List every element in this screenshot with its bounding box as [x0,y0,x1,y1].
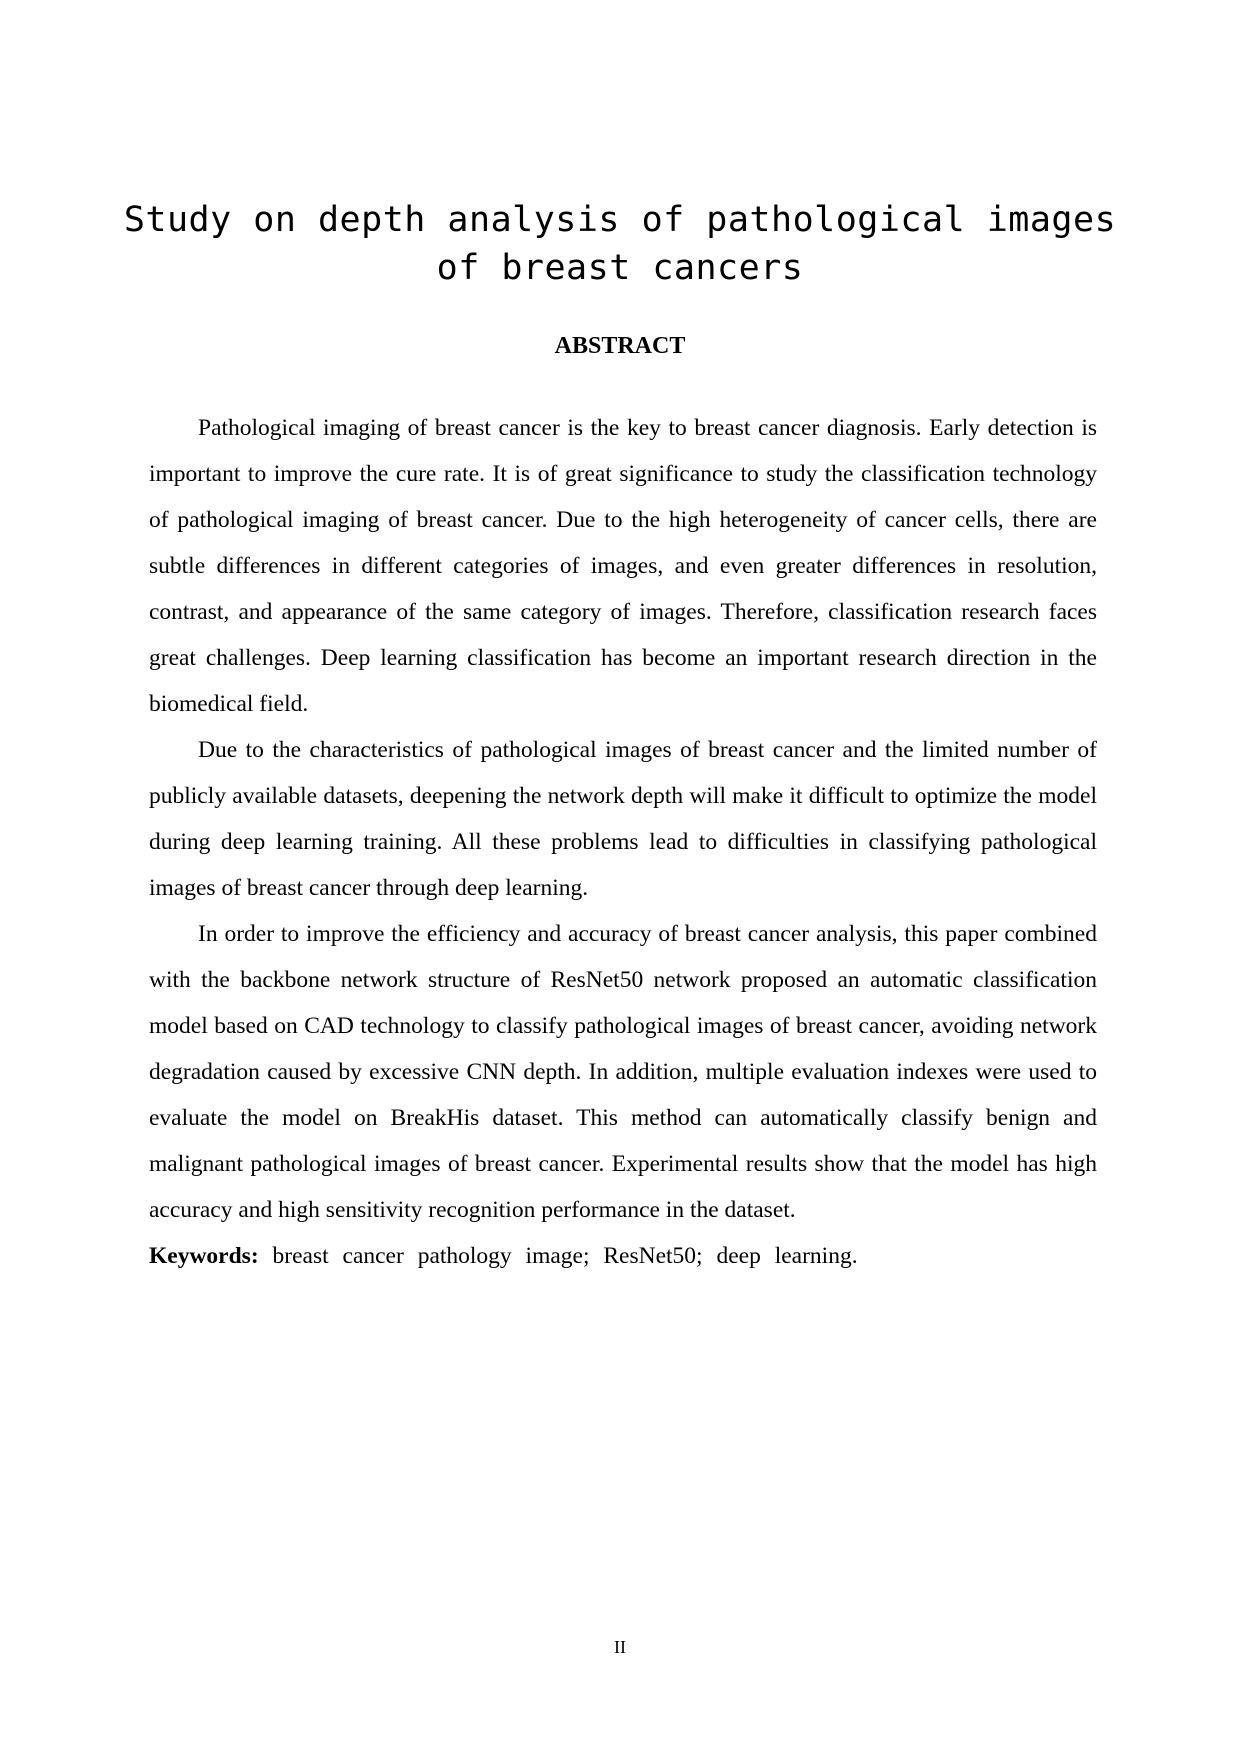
keywords-text: breast cancer pathology image; ResNet50; deep learning. [272,1243,858,1269]
paper-title: Study on depth analysis of pathological images of breast cancers [123,200,1117,288]
page-number: II [614,1637,626,1657]
abstract-heading: ABSTRACT [554,333,686,359]
abstract-body [149,405,1097,1279]
keywords-line [149,1233,1097,1279]
abstract-paragraph-2: Due to the characteristics of pathological images of breast cancer and the limited number of publicly available datasets, deepening the network depth will make it difficult to optimize the model during deep learning training. All these problems lead to difficulties in classifying pathological images of breast cancer through deep learning. [149,737,1097,901]
abstract-paragraph-1: Pathological imaging of breast cancer is the key to breast cancer diagnosis. Early detection is important to improve the cure rate. It is of great significance to study the classification technology of pathological imaging of breast cancer. Due to the high heterogeneity of cancer cells, there are subtle differences in different categories of images, and even greater differences in resolution, contrast, and appearance of the same category of images. Therefore, classification research faces great challenges. Deep learning classification has become an important research direction in the biomedical field. [149,415,1097,717]
keywords-label: Keywords: [149,1243,259,1269]
abstract-paragraph-3: In order to improve the efficiency and accuracy of breast cancer analysis, this paper combined with the backbone network structure of ResNet50 network proposed an automatic classification model based on CAD technology to classify pathological images of breast cancer, avoiding network degradation caused by excessive CNN depth. In addition, multiple evaluation indexes were used to evaluate the model on BreakHis dataset. This method can automatically classify benign and malignant pathological images of breast cancer. Experimental results show that the model has high accuracy and high sensitivity recognition performance in the dataset. [149,921,1097,1223]
